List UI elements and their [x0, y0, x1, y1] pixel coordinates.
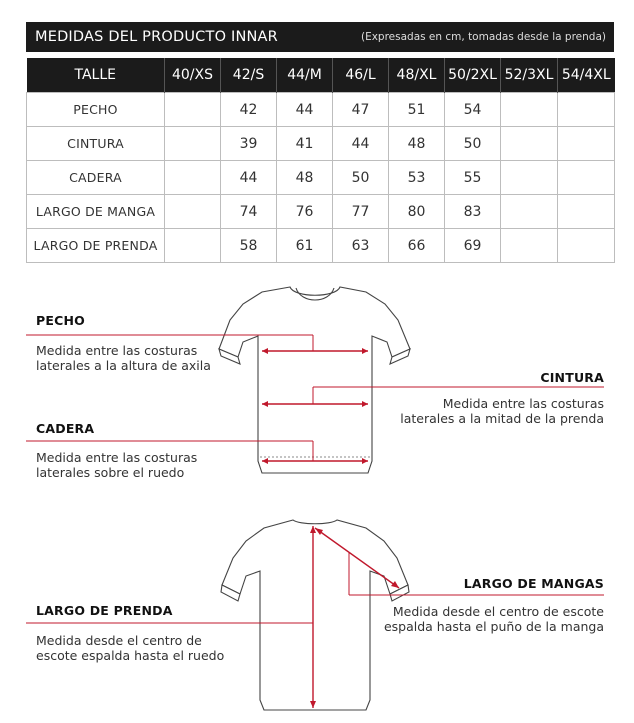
pecho-description-line: laterales a la altura de axila: [36, 358, 211, 373]
column-header: 50/2XL: [445, 58, 501, 93]
cintura-description: [400, 396, 604, 426]
table-cell: 42: [221, 93, 277, 127]
cadera-description: [36, 450, 197, 480]
table-cell: 61: [277, 229, 333, 263]
table-cell: 77: [333, 195, 389, 229]
tshirt-front-icon: [219, 287, 410, 473]
cadera-description-line: Medida entre las costuras: [36, 450, 198, 465]
cadera-title: CADERA: [36, 421, 95, 436]
table-cell: 69: [445, 229, 501, 263]
row-label: CINTURA: [27, 127, 165, 161]
column-header: 42/S: [221, 58, 277, 93]
table-cell: 54: [445, 93, 501, 127]
column-header: 54/4XL: [558, 58, 615, 93]
cintura-description-line: laterales a la mitad de la prenda: [400, 411, 604, 426]
table-cell: 41: [277, 127, 333, 161]
column-header: 46/L: [333, 58, 389, 93]
cintura-description-line: Medida entre las costuras: [442, 396, 604, 411]
table-cell: 80: [389, 195, 445, 229]
tshirt-back-icon: [221, 520, 409, 710]
column-header: 52/3XL: [501, 58, 558, 93]
table-cell: 50: [333, 161, 389, 195]
table-cell: 76: [277, 195, 333, 229]
table-cell: 53: [389, 161, 445, 195]
table-cell: 83: [445, 195, 501, 229]
table-cell: 44: [333, 127, 389, 161]
largo-prenda-description: [36, 633, 224, 663]
table-cell: 51: [389, 93, 445, 127]
largo-mangas-title: LARGO DE MANGAS: [463, 576, 604, 591]
table-cell: 63: [333, 229, 389, 263]
cintura-title: CINTURA: [540, 370, 604, 385]
largo-mangas-description-line: espalda hasta el puño de la manga: [383, 619, 604, 634]
column-header: TALLE: [27, 58, 165, 93]
largo-mangas-description-line: Medida desde el centro de escote: [392, 604, 604, 619]
table-cell: 50: [445, 127, 501, 161]
table-cell: 48: [277, 161, 333, 195]
largo-prenda-title: LARGO DE PRENDA: [36, 603, 173, 618]
table-cell: 44: [221, 161, 277, 195]
row-label: PECHO: [27, 93, 165, 127]
units-note: (Expresadas en cm, tomadas desde la prenda): [360, 31, 606, 43]
table-cell: 66: [389, 229, 445, 263]
page-title: MEDIDAS DEL PRODUCTO INNAR: [35, 29, 278, 45]
table-cell: 47: [333, 93, 389, 127]
cadera-description-line: laterales sobre el ruedo: [36, 465, 185, 480]
table-cell: 39: [221, 127, 277, 161]
table-cell: 48: [389, 127, 445, 161]
row-label: LARGO DE PRENDA: [27, 229, 165, 263]
row-label: LARGO DE MANGA: [27, 195, 165, 229]
pecho-description-line: Medida entre las costuras: [36, 343, 198, 358]
pecho-description: [36, 343, 211, 373]
column-header: 40/XS: [165, 58, 221, 93]
table-cell: 74: [221, 195, 277, 229]
row-label: CADERA: [27, 161, 165, 195]
column-header: 48/XL: [389, 58, 445, 93]
largo-prenda-description-line: Medida desde el centro de: [36, 633, 202, 648]
column-header: 44/M: [277, 58, 333, 93]
largo-prenda-description-line: escote espalda hasta el ruedo: [36, 648, 225, 663]
largo-mangas-description: [384, 604, 604, 634]
pecho-title: PECHO: [36, 313, 85, 328]
table-cell: 58: [221, 229, 277, 263]
table-cell: 44: [277, 93, 333, 127]
table-cell: 55: [445, 161, 501, 195]
